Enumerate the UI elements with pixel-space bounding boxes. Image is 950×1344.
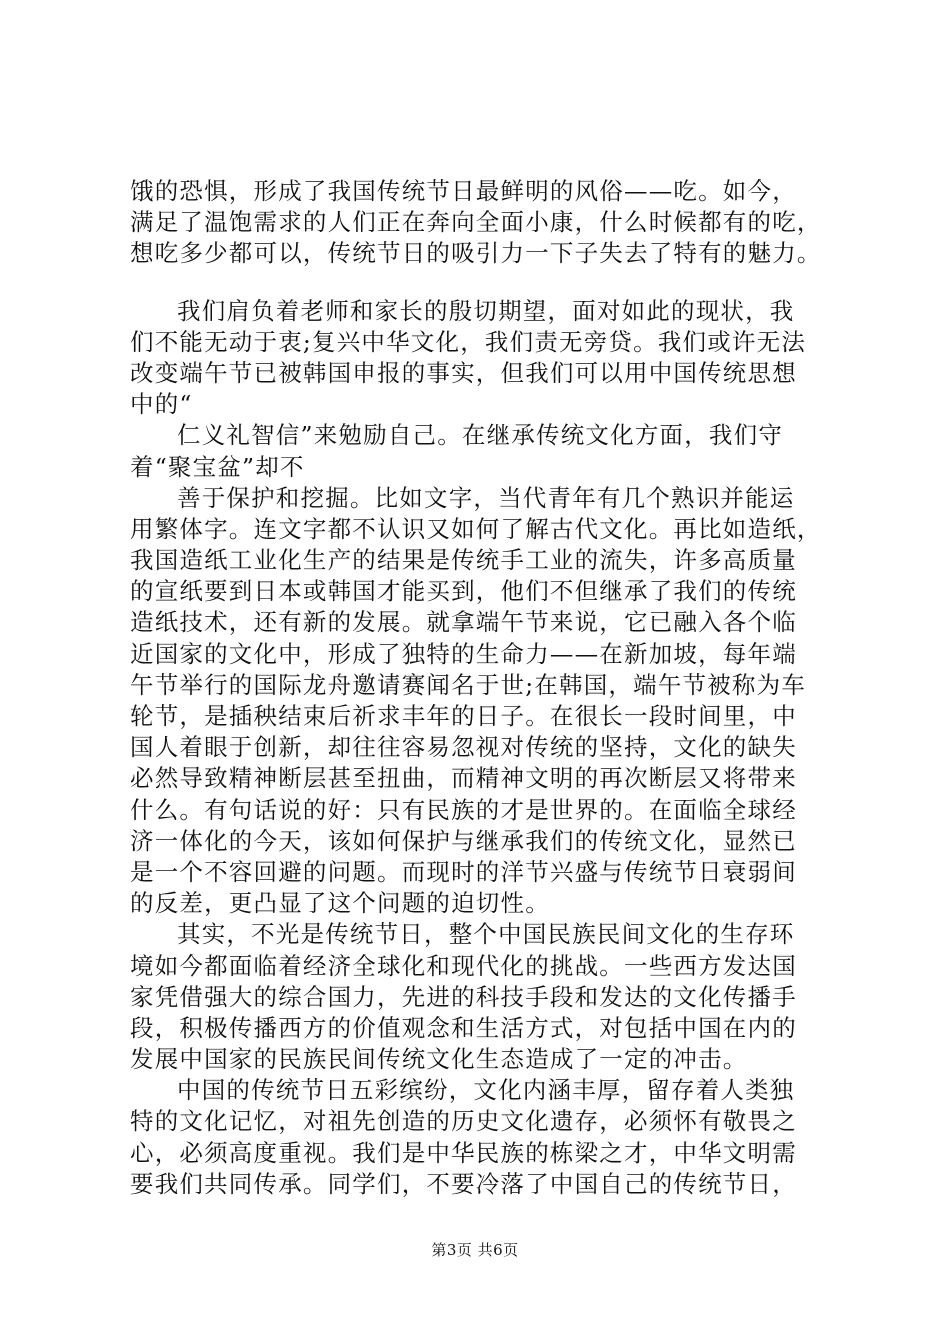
text-line: 中的“ <box>130 390 193 419</box>
text-line: 我们肩负着老师和家长的殷切期望，面对如此的现状，我 <box>177 296 795 325</box>
text-line: 近国家的文化中，形成了独特的生命力——在新加坡，每年端 <box>130 639 797 668</box>
text-line: 想吃多少都可以，传统节日的吸引力一下子失去了特有的魅力。 <box>130 239 822 268</box>
text-line: 要我们共同传承。同学们，不要冷落了中国自己的传统节日， <box>130 1169 797 1198</box>
text-line: 着“聚宝盆”却不 <box>130 452 305 481</box>
text-line: 满足了温饱需求的人们正在奔向全面小康，什么时候都有的吃， <box>130 208 822 237</box>
text-line: 的反差，更凸显了这个问题的迫切性。 <box>130 889 550 918</box>
text-line: 家凭借强大的综合国力，先进的科技手段和发达的文化传播手 <box>130 982 797 1011</box>
text-line: 轮节，是插秧结束后祈求丰年的日子。在很长一段时间里，中 <box>130 702 797 730</box>
text-line: 特的文化记忆，对祖先创造的历史文化遗存，必须怀有敬畏之 <box>130 1107 797 1136</box>
text-line: 们不能无动于衷;复兴中华文化，我们责无旁贷。我们或许无法 <box>130 327 807 356</box>
text-line: 济一体化的今天，该如何保护与继承我们的传统文化，显然已 <box>130 826 797 855</box>
text-line: 午节举行的国际龙舟邀请赛闻名于世;在韩国，端午节被称为车 <box>130 670 807 699</box>
text-line: 善于保护和挖掘。比如文字，当代青年有几个熟识并能运 <box>177 483 795 512</box>
text-line: 的宣纸要到日本或韩国才能买到，他们不但继承了我们的传统 <box>130 577 797 606</box>
text-line: 我国造纸工业化生产的结果是传统手工业的流失，许多高质量 <box>130 546 797 575</box>
text-line: 改变端午节已被韩国申报的事实，但我们可以用中国传统思想 <box>130 358 797 387</box>
text-line: 发展中国家的民族民间传统文化生态造成了一定的冲击。 <box>130 1045 748 1074</box>
text-line: 国人着眼于创新，却往往容易忽视对传统的坚持，文化的缺失 <box>130 733 797 762</box>
text-line: 必然导致精神断层甚至扭曲，而精神文明的再次断层又将带来 <box>130 764 797 793</box>
text-line: 什么。有句话说的好：只有民族的才是世界的。在面临全球经 <box>130 795 797 824</box>
page-number-footer: 第3页 共6页 <box>431 1241 519 1259</box>
text-line: 仁义礼智信”来勉励自己。在继承传统文化方面，我们守 <box>177 421 784 450</box>
text-line: 造纸技术，还有新的发展。就拿端午节来说，它已融入各个临 <box>130 608 797 637</box>
document-body <box>130 176 830 1200</box>
text-line: 中国的传统节日五彩缤纷，文化内涵丰厚，留存着人类独 <box>177 1076 795 1105</box>
text-line: 段，积极传播西方的价值观念和生活方式，对包括中国在内的 <box>130 1013 797 1042</box>
paragraph-gap <box>130 270 830 296</box>
text-line: 饿的恐惧，形成了我国传统节日最鲜明的风俗——吃。如今， <box>130 177 797 205</box>
text-line: 其实，不光是传统节日，整个中国民族民间文化的生存环 <box>177 920 795 949</box>
text-line: 是一个不容回避的问题。而现时的洋节兴盛与传统节日衰弱间 <box>130 857 797 886</box>
text-line: 心，必须高度重视。我们是中华民族的栋梁之才，中华文明需 <box>130 1138 797 1167</box>
text-line: 用繁体字。连文字都不认识又如何了解古代文化。再比如造纸， <box>130 514 822 543</box>
text-line: 境如今都面临着经济全球化和现代化的挑战。一些西方发达国 <box>130 951 797 980</box>
